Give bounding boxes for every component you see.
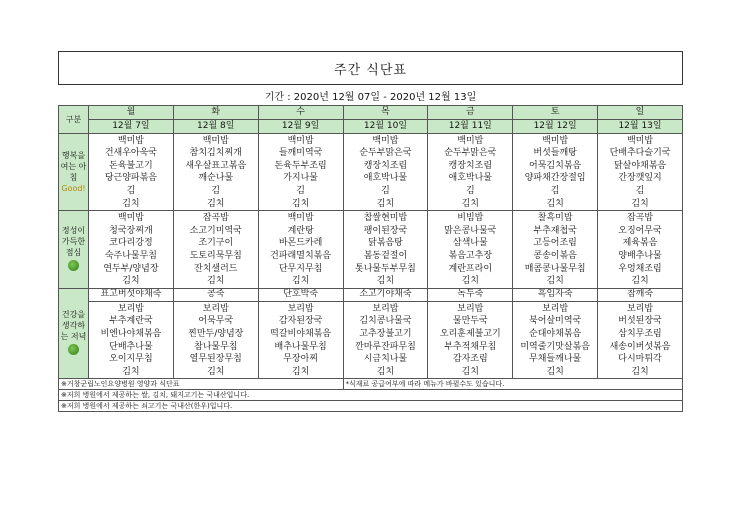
menu-item: 닭볶음탕 bbox=[368, 238, 403, 249]
note-text: ※저희 병원에서 제공하는 쌀, 김치, 돼지고기는 국내산입니다. bbox=[59, 390, 683, 401]
menu-item: 청국장찌개 bbox=[109, 225, 153, 236]
menu-item: 무채들깨나물 bbox=[529, 354, 582, 365]
menu-item: 보리밥 bbox=[372, 303, 399, 314]
menu-item: 김치 bbox=[461, 366, 479, 377]
menu-item: 도토리묵무침 bbox=[189, 250, 242, 261]
menu-item: 감자된장국 bbox=[278, 316, 323, 327]
menu-cell bbox=[258, 301, 343, 379]
day-name-6: 일 bbox=[598, 106, 683, 120]
menu-item: 김치 bbox=[546, 198, 564, 209]
menu-item: 순대야채볶음 bbox=[529, 328, 582, 339]
menu-cell bbox=[173, 301, 258, 379]
menu-item: 잔치샐러드 bbox=[194, 263, 238, 274]
menu-item: 북어살미역국 bbox=[529, 316, 582, 327]
menu-item: 코다리강정 bbox=[109, 238, 153, 249]
menu-item: 숙주나물무침 bbox=[104, 250, 157, 261]
menu-item: 김치 bbox=[546, 366, 564, 377]
menu-item: 볶음고추장 bbox=[448, 250, 493, 261]
menu-table bbox=[58, 105, 683, 412]
menu-cell bbox=[513, 133, 598, 211]
porridge-item: 콩죽 bbox=[173, 288, 258, 301]
menu-cell bbox=[258, 211, 343, 289]
meal-label-text: 건강을 생각하는 저녁 bbox=[60, 310, 87, 341]
porridge-row bbox=[59, 288, 683, 301]
menu-item: 바몬드카레 bbox=[278, 238, 323, 249]
day-name-2: 수 bbox=[258, 106, 343, 120]
menu-item: 김치 bbox=[631, 366, 649, 377]
menu-item: 삼치무조림 bbox=[618, 328, 662, 339]
menu-item: 당근양파볶음 bbox=[104, 173, 157, 184]
menu-item: 감자조림 bbox=[452, 354, 488, 365]
menu-item: 백미밥 bbox=[117, 135, 144, 146]
day-name-4: 금 bbox=[428, 106, 513, 120]
menu-item: 백미밥 bbox=[287, 135, 314, 146]
menu-item: 김치 bbox=[207, 366, 225, 377]
menu-item: 김 bbox=[211, 185, 221, 196]
menu-item: 찹쌀현미밥 bbox=[363, 213, 408, 224]
menu-item: 건파래멸치볶음 bbox=[270, 250, 332, 261]
menu-item: 부추계란국 bbox=[109, 316, 153, 327]
menu-item: 돈육불고기 bbox=[109, 160, 153, 171]
menu-item: 물만두국 bbox=[452, 316, 488, 327]
good-badge: Good! bbox=[61, 183, 86, 193]
menu-item: 들깨미역국 bbox=[278, 148, 323, 159]
tree-icon bbox=[68, 260, 79, 271]
menu-item: 단배추다슬기국 bbox=[609, 148, 671, 159]
menu-item: 배추나물무침 bbox=[274, 341, 327, 352]
tree-icon bbox=[68, 344, 79, 355]
menu-item: 새송이버섯볶음 bbox=[609, 341, 671, 352]
menu-cell bbox=[513, 211, 598, 289]
menu-cell bbox=[258, 133, 343, 211]
menu-item: 간장깻잎지 bbox=[618, 173, 662, 184]
menu-item: 우엉채조림 bbox=[618, 263, 662, 274]
menu-item: 미역줄기맛살볶음 bbox=[520, 341, 590, 352]
menu-item: 김치 bbox=[376, 198, 395, 209]
menu-period bbox=[58, 85, 683, 105]
menu-item: 김치 bbox=[631, 198, 649, 209]
day-date-1: 12월 8일 bbox=[173, 120, 258, 134]
menu-item: 김 bbox=[126, 185, 136, 196]
menu-cell bbox=[89, 301, 174, 379]
menu-item: 보리밥 bbox=[287, 303, 314, 314]
menu-cell bbox=[173, 133, 258, 211]
day-date-6: 12월 13일 bbox=[598, 120, 683, 134]
menu-item: 백미밥 bbox=[457, 135, 484, 146]
day-header-row bbox=[59, 106, 683, 120]
menu-item: 보리밥 bbox=[542, 303, 569, 314]
menu-item: 잡곡밥 bbox=[202, 213, 229, 224]
note-text: ※저희 병원에서 제공하는 쇠고기는 국내산(한우)입니다. bbox=[59, 401, 683, 412]
menu-item: 오이지무침 bbox=[109, 354, 153, 365]
menu-item: 김치 bbox=[122, 198, 140, 209]
menu-item: 김치 bbox=[631, 276, 649, 287]
menu-item: 보리밥 bbox=[117, 303, 144, 314]
meal-row bbox=[59, 211, 683, 289]
menu-item: 깐마루잔파무침 bbox=[355, 341, 416, 352]
menu-item: 백미밥 bbox=[542, 135, 569, 146]
menu-item: 비빔밥 bbox=[457, 213, 484, 224]
menu-item: 순두부맑은국 bbox=[359, 148, 412, 159]
menu-item: 김 bbox=[296, 185, 305, 196]
menu-item: 소고기미역국 bbox=[189, 225, 242, 236]
menu-item: 깨순나물 bbox=[198, 173, 234, 184]
menu-item: 양파채간장절임 bbox=[524, 173, 586, 184]
menu-item: 팽이된장국 bbox=[363, 225, 408, 236]
menu-item: 김치 bbox=[546, 276, 564, 287]
menu-item: 맑은콩나물국 bbox=[444, 225, 497, 236]
menu-item: 캥장치조림 bbox=[363, 160, 408, 171]
menu-item: 보리밥 bbox=[626, 303, 654, 314]
day-date-3: 12월 10일 bbox=[343, 120, 428, 134]
menu-item: 부추재첩국 bbox=[533, 225, 577, 236]
menu-item: 김 bbox=[635, 185, 645, 196]
menu-item: 어묵김치볶음 bbox=[529, 160, 582, 171]
menu-item: 순두부맑은국 bbox=[444, 148, 497, 159]
menu-item: 콩송이볶음 bbox=[533, 250, 577, 261]
menu-item: 제육볶음 bbox=[622, 238, 658, 249]
menu-cell bbox=[343, 211, 428, 289]
menu-item: 잡곡밥 bbox=[626, 213, 654, 224]
menu-item: 단무지무침 bbox=[278, 263, 323, 274]
menu-item: 연두부/양념장 bbox=[103, 263, 159, 274]
porridge-item: 녹두죽 bbox=[428, 288, 513, 301]
menu-item: 백미밥 bbox=[202, 135, 229, 146]
menu-item: 김치 bbox=[122, 276, 140, 287]
date-header-row bbox=[59, 120, 683, 134]
menu-cell bbox=[428, 211, 513, 289]
note-row bbox=[59, 390, 683, 401]
menu-item: 참나물무침 bbox=[194, 341, 238, 352]
day-name-1: 화 bbox=[173, 106, 258, 120]
porridge-item: 흑임자죽 bbox=[513, 288, 598, 301]
menu-cell bbox=[428, 301, 513, 379]
menu-item: 캥장치조림 bbox=[448, 160, 493, 171]
menu-item: 톳나물두부무침 bbox=[355, 263, 416, 274]
menu-item: 어묵무국 bbox=[198, 316, 234, 327]
menu-item: 삼색나물 bbox=[452, 238, 488, 249]
note-row bbox=[59, 379, 683, 390]
meal-label bbox=[59, 211, 89, 289]
menu-period-text: 기간 : 2020년 12월 07일 - 2020년 12월 13일 bbox=[264, 91, 477, 103]
porridge-item: 표고버섯야채죽 bbox=[89, 288, 174, 301]
menu-item: 보리밥 bbox=[457, 303, 484, 314]
menu-item: 비엔나야채볶음 bbox=[100, 328, 162, 339]
menu-cell bbox=[598, 211, 683, 289]
porridge-item: 참깨죽 bbox=[598, 288, 683, 301]
menu-item: 김치 bbox=[291, 198, 310, 209]
day-name-5: 토 bbox=[513, 106, 598, 120]
menu-item: 버섯된장국 bbox=[618, 316, 662, 327]
menu-cell bbox=[89, 211, 174, 289]
menu-item: 건새우아욱국 bbox=[104, 148, 157, 159]
menu-item: 김 bbox=[465, 185, 475, 196]
menu-item: 애호박나물 bbox=[363, 173, 408, 184]
menu-item: 김치 bbox=[207, 276, 225, 287]
menu-item: 오징어무국 bbox=[618, 225, 662, 236]
note-row bbox=[59, 401, 683, 412]
menu-item: 시금치나물 bbox=[363, 354, 408, 365]
menu-cell bbox=[343, 301, 428, 379]
menu-item: 무장아찌 bbox=[283, 354, 318, 365]
meal-label-text: 행복을 여는 아침 bbox=[60, 150, 87, 182]
meal-label bbox=[59, 133, 89, 211]
menu-item: 김치 bbox=[461, 198, 479, 209]
day-name-3: 목 bbox=[343, 106, 428, 120]
menu-item: 김 bbox=[381, 185, 390, 196]
meal-row bbox=[59, 133, 683, 211]
day-date-2: 12월 9일 bbox=[258, 120, 343, 134]
menu-title bbox=[58, 51, 683, 85]
meal-row bbox=[59, 301, 683, 379]
menu-cell bbox=[598, 133, 683, 211]
menu-item: 조기구이 bbox=[198, 238, 234, 249]
day-name-0: 월 bbox=[89, 106, 174, 120]
menu-item: 계란탕 bbox=[287, 225, 314, 236]
menu-cell bbox=[173, 211, 258, 289]
menu-item: 찐만두/양념장 bbox=[188, 328, 244, 339]
menu-item: 계란프라이 bbox=[448, 263, 493, 274]
menu-item: 백미밥 bbox=[626, 135, 654, 146]
menu-item: 보리밥 bbox=[202, 303, 229, 314]
menu-item: 열무된장무침 bbox=[189, 354, 242, 365]
menu-item: 새우살표고볶음 bbox=[185, 160, 247, 171]
menu-item: 오리훈제불고기 bbox=[439, 328, 501, 339]
menu-cell bbox=[598, 301, 683, 379]
menu-item: 김치 bbox=[376, 276, 395, 287]
menu-item: 단배추나물 bbox=[109, 341, 153, 352]
menu-item: 김치 bbox=[461, 276, 479, 287]
meal-label-text: 정성이 가득한 점심 bbox=[61, 225, 86, 257]
menu-item: 김치 bbox=[376, 366, 395, 377]
menu-item: 김치 bbox=[207, 198, 225, 209]
note-text: *식재료 공급여부에 따라 메뉴가 바뀔수도 있습니다. bbox=[343, 379, 682, 390]
menu-item: 애호박나물 bbox=[448, 173, 493, 184]
corner-label: 구분 bbox=[59, 106, 89, 134]
day-date-4: 12월 11일 bbox=[428, 120, 513, 134]
menu-item: 찰흑미밥 bbox=[537, 213, 573, 224]
menu-item: 김치 bbox=[122, 366, 140, 377]
menu-item: 백미밥 bbox=[287, 213, 314, 224]
menu-cell bbox=[513, 301, 598, 379]
menu-item: 고추장불고기 bbox=[359, 328, 412, 339]
menu-item: 봄동겉절이 bbox=[363, 250, 408, 261]
menu-item: 다시마튀각 bbox=[618, 354, 662, 365]
menu-item: 부추적채무침 bbox=[444, 341, 497, 352]
note-text: ※거창군립노인요양병원 영양과 식단표 bbox=[59, 379, 344, 390]
menu-cell bbox=[428, 133, 513, 211]
menu-item: 김 bbox=[550, 185, 560, 196]
menu-title-text: 주간 식단표 bbox=[334, 62, 407, 78]
day-date-5: 12월 12일 bbox=[513, 120, 598, 134]
day-date-0: 12월 7일 bbox=[89, 120, 174, 134]
menu-item: 가지나물 bbox=[283, 173, 318, 184]
porridge-item: 소고기야채죽 bbox=[343, 288, 428, 301]
menu-item: 김치콩나물국 bbox=[359, 316, 412, 327]
menu-item: 김치 bbox=[291, 366, 310, 377]
porridge-item: 단호박죽 bbox=[258, 288, 343, 301]
menu-item: 백미밥 bbox=[372, 135, 399, 146]
menu-item: 백미밥 bbox=[117, 213, 144, 224]
meal-label bbox=[59, 288, 89, 379]
menu-item: 참치김치찌개 bbox=[189, 148, 242, 159]
menu-item: 고등어조림 bbox=[533, 238, 577, 249]
menu-cell bbox=[343, 133, 428, 211]
menu-item: 양배추나물 bbox=[618, 250, 662, 261]
menu-cell bbox=[89, 133, 174, 211]
menu-item: 매콤콩나물무침 bbox=[524, 263, 586, 274]
menu-item: 김치 bbox=[291, 276, 310, 287]
menu-item: 돈육두부조림 bbox=[274, 160, 327, 171]
menu-item: 닭살야채볶음 bbox=[613, 160, 667, 171]
menu-item: 버섯들깨탕 bbox=[533, 148, 577, 159]
weekly-menu-sheet bbox=[58, 51, 683, 412]
menu-item: 떡갈비야채볶음 bbox=[270, 328, 332, 339]
